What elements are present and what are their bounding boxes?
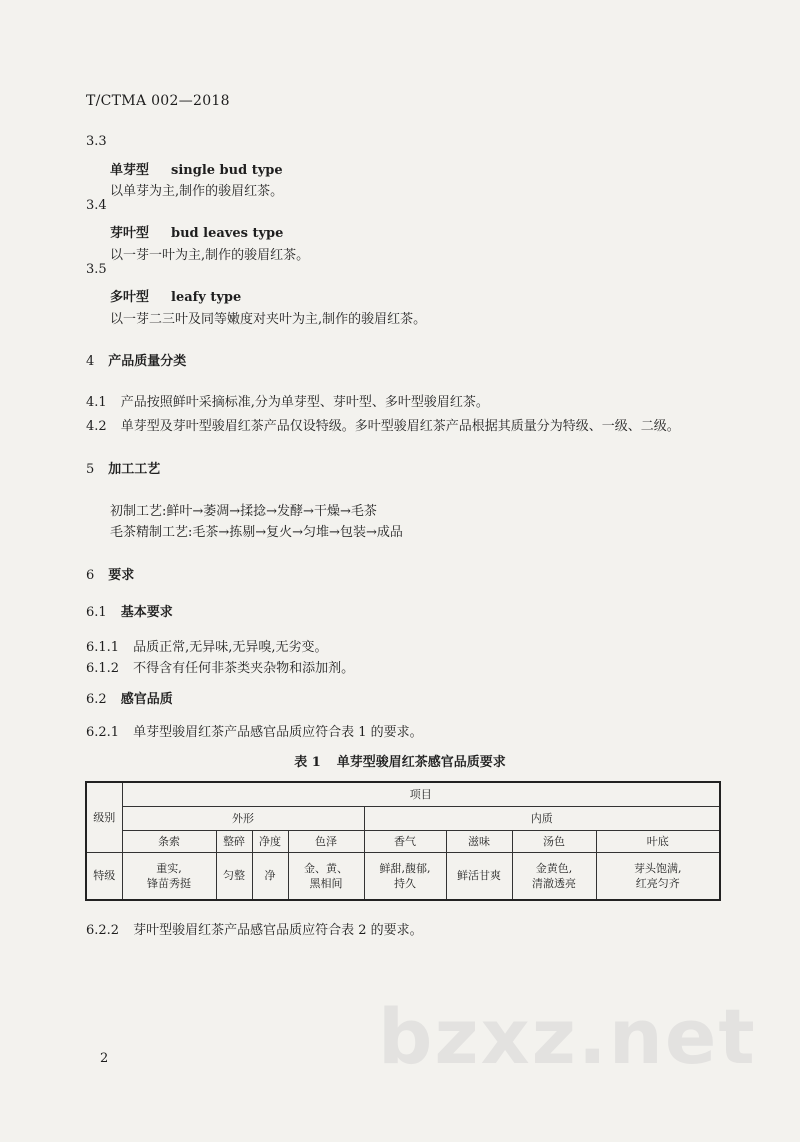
sensory-quality-table (85, 781, 721, 901)
clause-text: 芽叶型骏眉红茶产品感官品质应符合表 2 的要求。 (133, 923, 423, 938)
clause (86, 657, 354, 676)
subsection-heading (86, 688, 173, 707)
table-caption (0, 751, 800, 770)
clause-text: 单芽型及芽叶型骏眉红茶产品仅设特级。多叶型骏眉红茶产品根据其质量分为特级、一级、二级。 (120, 419, 680, 434)
clause-text: 单芽型骏眉红茶产品感官品质应符合表 1 的要求。 (133, 725, 423, 740)
standard-number: T/CTMA 002—2018 (86, 93, 230, 109)
watermark: bzxz.net (378, 992, 757, 1081)
clause (86, 636, 327, 655)
clause (86, 919, 423, 938)
term-zh: 多叶型 (110, 290, 150, 305)
clause-text: 产品按照鲜叶采摘标准,分为单芽型、芽叶型、多叶型骏眉红茶。 (120, 395, 489, 410)
term-definition: 以一芽二三叶及同等嫩度对夹叶为主,制作的骏眉红茶。 (110, 312, 427, 327)
page-number: 2 (100, 1051, 109, 1066)
section-number: 4 (86, 354, 95, 369)
process-line: 毛茶精制工艺:毛茶→拣剔→复火→匀堆→包装→成品 (110, 525, 403, 540)
process-line: 初制工艺:鲜叶→萎凋→揉捻→发酵→干燥→毛茶 (110, 504, 377, 519)
clause-number: 6.1.2 (86, 661, 120, 676)
term-title (110, 159, 283, 178)
clause (86, 721, 423, 740)
column-header: 滋味 (446, 830, 512, 852)
cell-line: 净 (264, 869, 276, 883)
section-heading (86, 458, 160, 477)
cell-line: 持久 (394, 876, 416, 890)
cell-line: 芽头饱满, (634, 861, 682, 875)
section-number: 6.1 (86, 605, 107, 620)
cell-line: 锋苗秀挺 (147, 876, 191, 890)
cell-line: 清澈透亮 (532, 876, 576, 890)
table-title: 单芽型骏眉红茶感官品质要求 (336, 755, 506, 770)
column-header: 整碎 (216, 830, 252, 852)
term-en: single bud type (171, 163, 283, 178)
column-header: 叶底 (596, 830, 720, 852)
clause-number: 3.3 (86, 134, 107, 149)
term-definition: 以单芽为主,制作的骏眉红茶。 (110, 184, 284, 199)
term-en: leafy type (171, 290, 242, 305)
column-header: 汤色 (512, 830, 596, 852)
cell-line: 鲜甜,馥郁, (379, 861, 431, 875)
clause-number: 6.2.1 (86, 725, 120, 740)
clause-number: 4.2 (86, 419, 107, 434)
column-header: 净度 (252, 830, 288, 852)
item-header: 项目 (122, 782, 720, 806)
cell-line: 金、黄、 (304, 861, 348, 875)
clause-number: 4.1 (86, 395, 107, 410)
cell-line: 金黄色, (535, 861, 573, 875)
term-en: bud leaves type (171, 226, 284, 241)
section-number: 5 (86, 462, 95, 477)
section-heading (86, 564, 134, 583)
section-title: 产品质量分类 (108, 354, 187, 369)
appearance-group-header: 外形 (122, 806, 364, 830)
table-cell (512, 852, 596, 900)
subsection-heading (86, 601, 173, 620)
section-title: 基本要求 (120, 605, 173, 620)
column-header: 条索 (122, 830, 216, 852)
table-cell (446, 852, 512, 900)
clause-number: 3.5 (86, 262, 107, 277)
table-cell (122, 852, 216, 900)
internal-quality-group-header: 内质 (364, 806, 720, 830)
table-cell (216, 852, 252, 900)
cell-line: 红亮匀齐 (635, 876, 680, 890)
column-header: 香气 (364, 830, 446, 852)
section-number: 6.2 (86, 692, 107, 707)
table-cell (364, 852, 446, 900)
term-zh: 芽叶型 (110, 226, 150, 241)
grade-header: 级别 (86, 782, 122, 852)
term-zh: 单芽型 (110, 163, 150, 178)
term-title (110, 222, 283, 241)
table-cell (288, 852, 364, 900)
clause-number: 6.2.2 (86, 923, 120, 938)
cell-line: 黑相间 (309, 876, 343, 890)
clause-text: 品质正常,无异味,无异嗅,无劣变。 (133, 640, 328, 655)
section-title: 感官品质 (120, 692, 173, 707)
clause-number: 3.4 (86, 198, 107, 213)
clause-text: 不得含有任何非茶类夹杂物和添加剂。 (133, 661, 355, 676)
cell-line: 鲜活甘爽 (457, 869, 501, 883)
term-title (110, 286, 241, 305)
table-row (86, 852, 720, 900)
term-definition: 以一芽一叶为主,制作的骏眉红茶。 (110, 248, 310, 263)
section-number: 6 (86, 568, 95, 583)
clause (86, 415, 680, 434)
table-cell (596, 852, 720, 900)
clause-number: 6.1.1 (86, 640, 120, 655)
section-title: 加工工艺 (108, 462, 161, 477)
cell-line: 匀整 (223, 869, 245, 883)
section-heading (86, 350, 186, 369)
table-cell (252, 852, 288, 900)
cell-line: 重实, (156, 861, 182, 875)
grade-cell: 特级 (86, 852, 122, 900)
section-title: 要求 (108, 568, 135, 583)
column-header: 色泽 (288, 830, 364, 852)
table-number: 表 1 (294, 755, 321, 770)
clause (86, 391, 489, 410)
